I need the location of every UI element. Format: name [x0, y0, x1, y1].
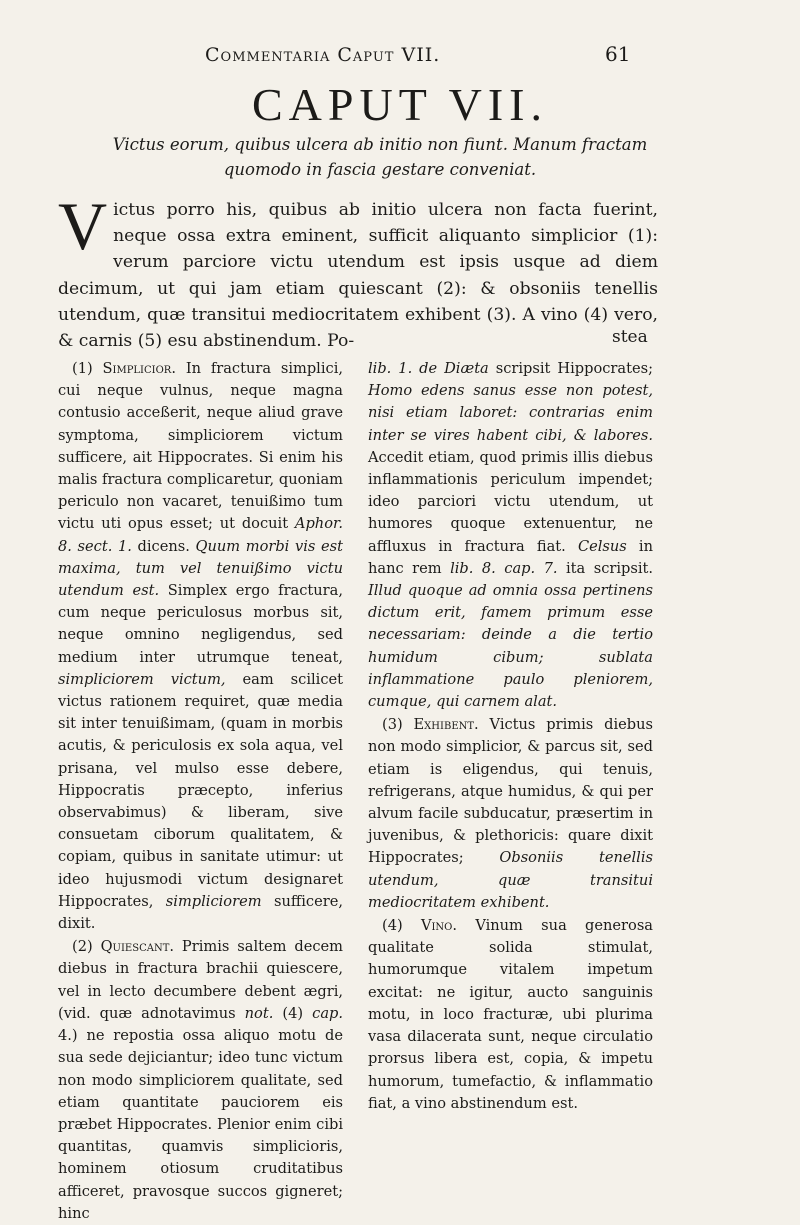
notes-column-right	[368, 358, 653, 1115]
note-3-head: (3) Exhibent.	[382, 716, 479, 734]
intro-paragraph	[58, 188, 658, 354]
note-3-text-a: Victus primis diebus non modo simplicior, & parcus sit, sed etiam is eligendus, qui tenuis, refrigerans, atque humidus, & qui per alvum facile subducatur, præsertim in juvenibus, & plethoricis: quare dixit Hippocrates;	[368, 716, 653, 867]
note-3	[368, 714, 653, 914]
note-2-text-f: in hanc rem	[368, 537, 653, 577]
chapter-title: CAPUT VII.	[252, 79, 548, 130]
note-2	[58, 936, 343, 1225]
note-2-ref-4: Celsus	[577, 537, 627, 555]
note-2-ref-3: lib. 1. de Diæta	[368, 360, 489, 377]
notes-column-left	[58, 358, 343, 1225]
note-1-text-c: Simplex ergo fractura, cum neque periculosus morbus sit, neque omnino negligendus, sed medium inter utrumque teneat,	[58, 582, 343, 666]
note-1-ref: Aphor. 8. sect. 1.	[58, 515, 343, 555]
note-2-text-e: Accedit etiam, quod primis illis diebus inflammationis periculum impendet; ideo parciori victu utendum, ut humores quoque extenuentur, ne affluxus in fractura fiat.	[368, 448, 653, 555]
note-1-quote-2: simpliciorem victum,	[58, 670, 226, 688]
note-2-text-c: 4.) ne repostia ossa aliquo motu de sua sede dejiciantur; ideo tunc victum non modo simpliciorem qualitate, sed etiam quantitate pauciorem eis præbet Hippocrates. Plenior enim cibi quantitas, quamvis simplicioris, hominem otiosum cruditatibus afficeret, pravosque succos gigneret; hinc	[58, 1027, 343, 1222]
chapter-summary: Victus eorum, quibus ulcera ab initio non fiunt. Manum fractam quomodo in fascia gestare conveniat.	[112, 135, 648, 179]
note-4	[368, 915, 653, 1115]
note-2-quote-1: Homo edens sanus esse non potest, nisi etiam laboret: contrarias enim inter se vires habent cibi, & labores.	[368, 382, 653, 444]
running-head	[0, 40, 800, 70]
intro-text: ictus porro his, quibus ab initio ulcera non facta fuerint, neque ossa extra eminent, sufficit aliquanto simplicior (1): verum parciore victu utendum est ipsis usque ad diem decimum, ut qui jam etiam quiescant (2): & obsoniis tenellis utendum, quæ transitui mediocritatem exhibent (3). A vino (4) vero, & carnis (5) esu abstinendum. Po-	[58, 200, 658, 352]
note-2-quote-2: Illud quoque ad omnia ossa pertinens dictum erit, famem primum esse necessariam: deinde a die tertio humidum cibum; sublata inflammatione paulo pleniorem, cumque, qui carnem alat.	[368, 582, 653, 711]
catchword: stea	[612, 327, 648, 347]
note-2-text-d: scripsit Hippocrates;	[495, 360, 653, 377]
note-1-text-e: sufficere, dixit.	[58, 892, 343, 933]
note-2-ref-2: cap.	[312, 1004, 344, 1022]
note-2-head: (2) Quiescant.	[72, 938, 174, 956]
note-4-text-a: Vinum sua generosa qualitate solida stimulat, humorumque vitalem impetum excitat: ne igitur, aucto sanguinis motu, in loco fracturæ, ubi plurima vasa dilacerata sunt, neque circulatio prorsus libera est, copia, & impetu humorum, tumefactio, & inflammatio fiat, a vino abstinendum est.	[368, 917, 654, 1112]
note-1-text-b: dicens.	[137, 537, 190, 555]
running-title: Commentaria Caput VII.	[205, 44, 441, 66]
note-2-continued	[368, 358, 653, 713]
note-1-head: (1) Simplicior.	[72, 360, 176, 377]
note-1	[58, 358, 343, 935]
drop-cap: V	[58, 188, 108, 264]
note-3-quote: Obsoniis tenellis utendum, quæ transitui mediocritatem exhibent.	[368, 849, 653, 911]
note-2-text-g: ita scripsit.	[566, 559, 654, 577]
page-number: 61	[605, 42, 631, 66]
note-1-quote-3: simpliciorem	[165, 892, 262, 910]
note-2-ref: not.	[244, 1004, 274, 1022]
note-2-text-a: Primis saltem decem diebus in fractura brachii quiescere, vel in lecto decumbere debent ægri, (vid. quæ adnotavimus	[58, 938, 343, 1022]
note-4-head: (4) Vino.	[382, 917, 458, 935]
note-2-ref-5: lib. 8. cap. 7.	[450, 559, 558, 577]
note-1-quote-1: Quum morbi vis est maxima, tum vel tenuißimo victu utendum est.	[58, 537, 343, 600]
note-2-text-b: (4)	[282, 1004, 304, 1022]
note-1-text-d: eam scilicet victus rationem requiret, quæ media sit inter tenuißimam, (quam in morbis acutis, & periculosis ex sola aqua, vel prisana, vel mulso esse debere, Hippocratis præcepto, inferius observabimus) & liberam, sive consuetam ciborum qualitatem, & copiam, quibus in sanitate utimur: ut ideo hujusmodi victum designaret Hippocrates,	[58, 670, 343, 910]
note-1-text-a: In fractura simplici, cui neque vulnus, neque magna contusio acceßerit, neque aliud grave symptoma, simpliciorem victum sufficere, ait Hippocrates. Si enim his malis fractura complicaretur, quoniam periculo non vacaret, tenuißimo tum victu uti opus esset; ut docuit	[58, 360, 343, 533]
